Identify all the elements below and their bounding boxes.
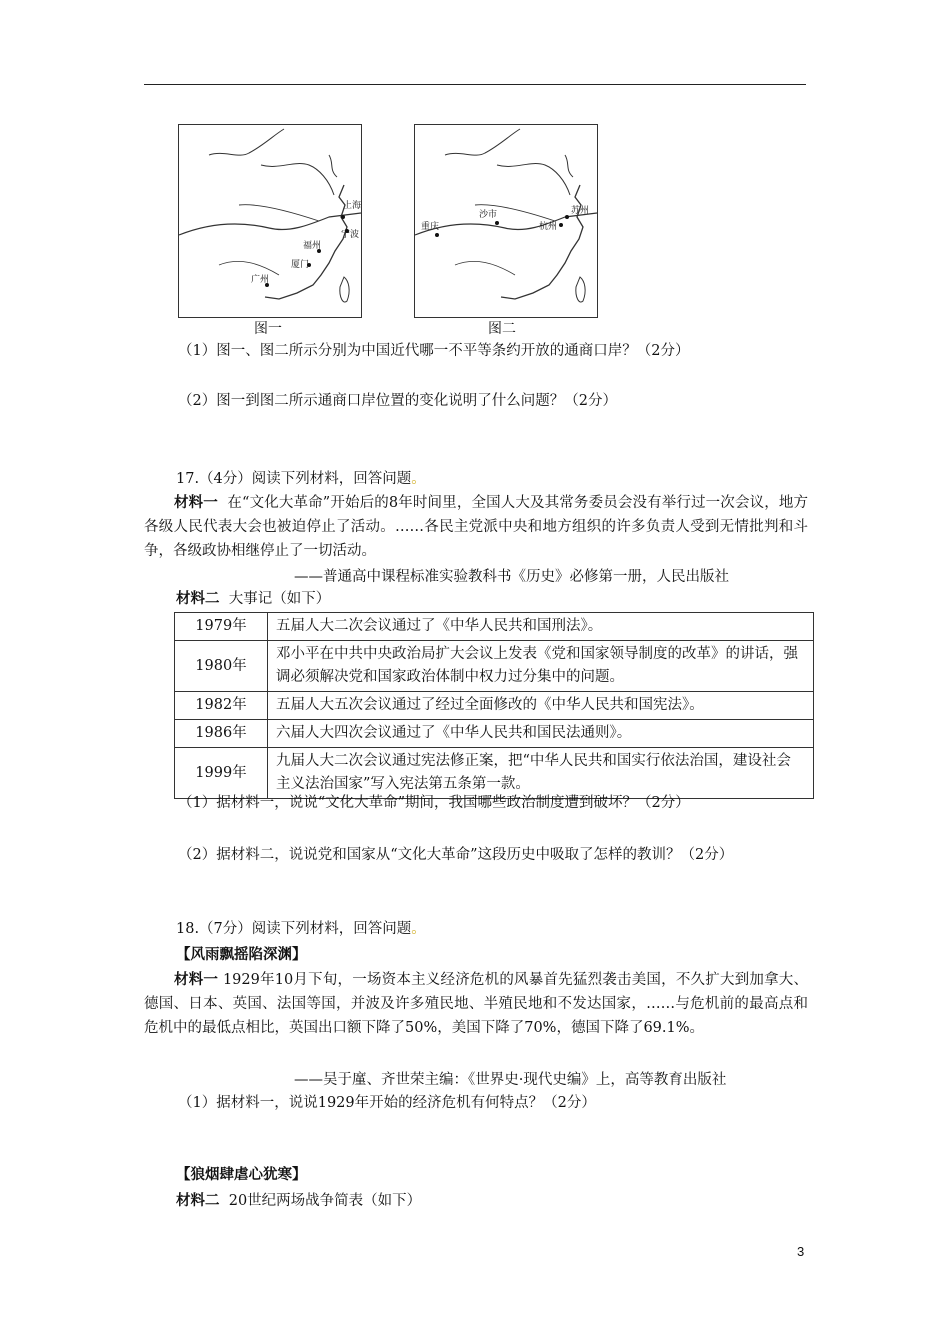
q17-subquestion-1: （1）据材料一，说说“文化大革命”期间，我国哪些政治制度遭到破坏？（2分）: [178, 795, 690, 811]
china-coast-map-2: [415, 125, 597, 317]
q17-title-text: 17.（4分）阅读下列材料，回答问题: [176, 471, 412, 487]
q18-material-1: [144, 968, 808, 1040]
map-caption-1: 图一: [254, 321, 282, 337]
q17-material-1-label: 材料一: [174, 494, 218, 511]
q17-material-1-source: ——普通高中课程标准实验教科书《历史》必修第一册，人民出版社: [294, 569, 729, 585]
header-rule: [144, 84, 806, 85]
label-fuzhou: 福州: [303, 241, 322, 251]
event-text: 九届人大二次会议通过宪法修正案，把“中华人民共和国实行依法治国，建设社会主义法治国家”写入宪法第五条第一款。: [268, 748, 814, 799]
q18-title-text: 18.（7分）阅读下列材料，回答问题: [176, 921, 412, 937]
q17-title-dot: 。: [411, 471, 426, 487]
label-suzhou: 苏州: [571, 206, 590, 216]
events-table: [174, 612, 814, 799]
q18-material-1-label: 材料一: [174, 971, 219, 988]
label-chongqing: 重庆: [421, 222, 440, 232]
map-caption-2: 图二: [488, 321, 516, 337]
label-xiamen: 厦门: [291, 260, 310, 270]
event-text: 五届人大二次会议通过了《中华人民共和国刑法》。: [268, 613, 814, 641]
table-row: [175, 641, 814, 692]
q17-material-1-text: 在“文化大革命”开始后的8年时间里，全国人大及其常务委员会没有举行过一次会议，地方各级人民代表大会也被迫停止了活动。……各民主党派中央和地方组织的许多负责人受到无情批判和斗争，各级政协相继停止了一切活动。: [144, 495, 808, 559]
q16-subquestion-2: （2）图一到图二所示通商口岸位置的变化说明了什么问题？（2分）: [178, 393, 617, 409]
china-coast-map-1: [179, 125, 361, 317]
event-year: 1986年: [175, 720, 268, 748]
q17-title: [176, 466, 426, 492]
label-shanghai: 上海: [343, 201, 361, 211]
q17-subquestion-2: （2）据材料二，说说党和国家从“文化大革命”这段历史中吸取了怎样的教训？（2分）: [178, 847, 734, 863]
event-text: 六届人大四次会议通过了《中华人民共和国民法通则》。: [268, 720, 814, 748]
q18-material-1-source: ——吴于廑、齐世荣主编：《世界史·现代史编》上，高等教育出版社: [294, 1072, 727, 1088]
q18-subquestion-1: （1）据材料一，说说1929年开始的经济危机有何特点？（2分）: [178, 1095, 596, 1111]
event-text: 邓小平在中共中央政治局扩大会议上发表《党和国家领导制度的改革》的讲话，强调必须解决党和国家政治体制中权力过分集中的问题。: [268, 641, 814, 692]
table-row: [175, 613, 814, 641]
label-guangzhou: 广州: [251, 275, 270, 285]
q18-title: [176, 916, 426, 942]
event-year: 1982年: [175, 692, 268, 720]
event-year: 1980年: [175, 641, 268, 692]
label-hangzhou: 杭州: [539, 222, 558, 232]
q17-material-2-heading: [176, 586, 330, 612]
q18-material-2-text: 20世纪两场战争简表（如下）: [228, 1193, 422, 1209]
q16-subquestion-1: （1）图一、图二所示分别为中国近代哪一不平等条约开放的通商口岸？（2分）: [178, 343, 690, 359]
table-row: [175, 692, 814, 720]
q18-material-2-label: 材料二: [176, 1192, 220, 1209]
page-number: 3: [797, 1244, 805, 1259]
label-shashi: 沙市: [479, 210, 498, 220]
q17-material-2-label: 材料二: [176, 590, 220, 607]
q17-material-2-text: 大事记（如下）: [228, 591, 331, 607]
q18-material-2-heading: [176, 1188, 421, 1214]
map-figure-2: [414, 124, 598, 318]
q18-title-dot: 。: [411, 921, 426, 937]
label-ningbo: 宁波: [341, 230, 360, 240]
q18-section-heading-1: 【风雨飘摇陷深渊】: [176, 946, 307, 963]
q18-section-heading-2: 【狼烟肆虐心犹寒】: [176, 1166, 307, 1183]
q18-material-1-text: 1929年10月下旬，一场资本主义经济危机的风暴首先猛烈袭击美国，不久扩大到加拿大、德国、日本、英国、法国等国，并波及许多殖民地、半殖民地和不发达国家，……与危机前的最高点和危机中的最低点相比，英国出口额下降了50%，美国下降了70%，德国下降了69.1%。: [144, 972, 809, 1036]
q17-material-1: [144, 491, 808, 563]
map-figure-1: [178, 124, 362, 318]
event-year: 1999年: [175, 748, 268, 799]
table-row: [175, 720, 814, 748]
event-text: 五届人大五次会议通过了经过全面修改的《中华人民共和国宪法》。: [268, 692, 814, 720]
event-year: 1979年: [175, 613, 268, 641]
